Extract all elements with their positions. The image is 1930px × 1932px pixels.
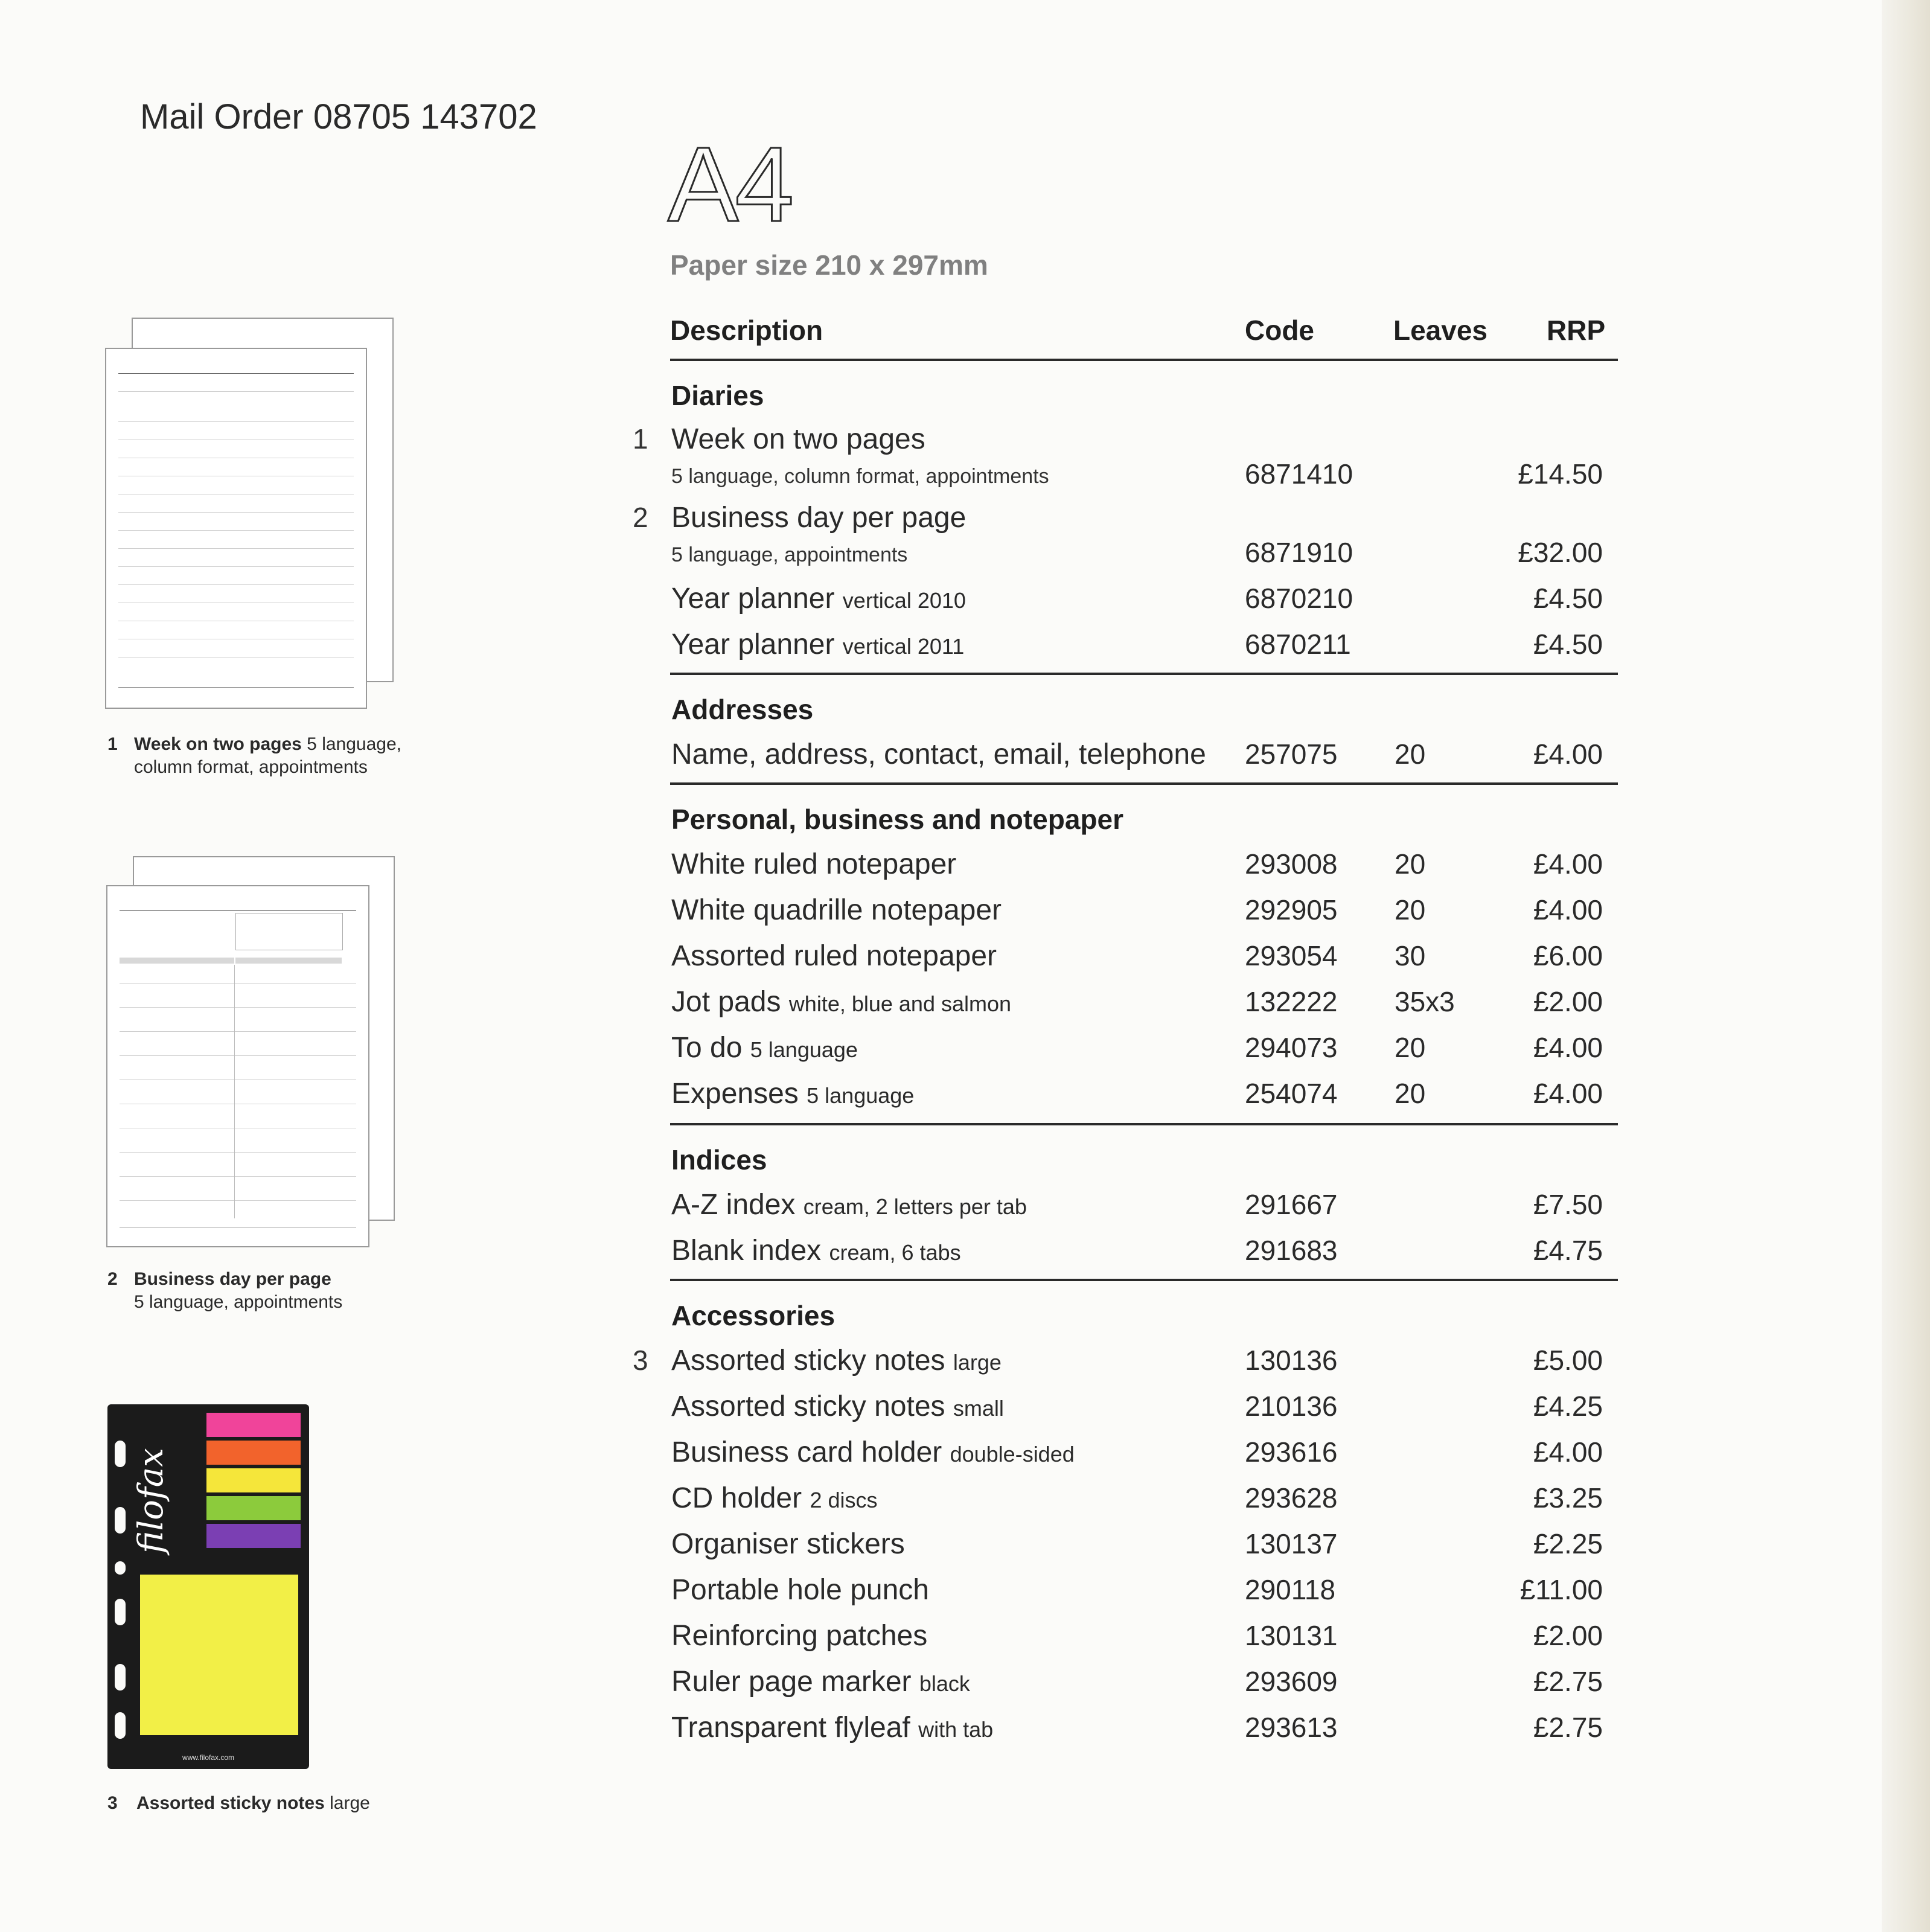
item-leaves: 20 (1395, 1078, 1426, 1109)
item-description (671, 1031, 858, 1064)
item-code: 291683 (1245, 1235, 1338, 1266)
item-detail: vertical 2010 (842, 588, 966, 613)
item-name: Assorted sticky notes (671, 1390, 945, 1422)
sticky-tab-pink (206, 1413, 301, 1437)
caption-detail: large (324, 1793, 370, 1813)
item-description: White ruled notepaper (671, 848, 957, 880)
item-rrp: £4.00 (1533, 1436, 1603, 1468)
item-rrp: £6.00 (1533, 940, 1603, 971)
item-rrp: £4.00 (1533, 848, 1603, 880)
item-rrp: £7.50 (1533, 1189, 1603, 1220)
filofax-logo: filofax (132, 1448, 171, 1554)
item-code: 293609 (1245, 1666, 1338, 1697)
item-detail: 5 language (750, 1037, 858, 1062)
item-detail: 5 language, appointments (671, 543, 908, 566)
item-code: 293008 (1245, 848, 1338, 880)
item-description (671, 1390, 1004, 1423)
item-name: A-Z index (671, 1189, 796, 1221)
section-rule (670, 782, 1618, 785)
item-rrp: £2.75 (1533, 1712, 1603, 1743)
diary-sheet-week-on-two-pages (105, 348, 367, 709)
item-code: 294073 (1245, 1032, 1338, 1063)
item-code: 257075 (1245, 738, 1338, 770)
item-leaves: 20 (1395, 738, 1426, 770)
punch-hole (115, 1664, 126, 1690)
item-code: 293616 (1245, 1436, 1338, 1468)
caption-detail-line2: column format, appointments (134, 757, 368, 777)
sticky-tab-yellow (206, 1468, 301, 1492)
item-detail: cream, 2 letters per tab (803, 1194, 1027, 1219)
item-description: Reinforcing patches (671, 1620, 928, 1652)
header-leaves: Leaves (1393, 315, 1488, 346)
caption-title: Week on two pages (134, 734, 302, 754)
item-number: 1 (633, 423, 648, 455)
item-detail: 5 language, column format, appointments (671, 465, 1049, 488)
item-rrp: £4.50 (1533, 629, 1603, 660)
item-name: CD holder (671, 1482, 802, 1514)
item-name: Expenses (671, 1078, 799, 1110)
item-description: Portable hole punch (671, 1574, 929, 1606)
item-code: 293628 (1245, 1482, 1338, 1514)
caption-number: 1 (107, 734, 118, 754)
item-description (671, 1234, 961, 1267)
item-rrp: £32.00 (1518, 537, 1603, 568)
item-detail: double-sided (950, 1442, 1075, 1467)
item-leaves: 30 (1395, 940, 1426, 971)
caption-sticky-notes (136, 1792, 370, 1815)
item-code: 6871410 (1245, 458, 1353, 490)
item-detail: cream, 6 tabs (829, 1240, 961, 1265)
item-rrp: £4.00 (1533, 738, 1603, 770)
item-rrp: £2.25 (1533, 1528, 1603, 1559)
item-description (671, 628, 964, 661)
item-description: Week on two pages (671, 423, 925, 455)
caption-week-on-two-pages (134, 733, 401, 779)
item-name: Ruler page marker (671, 1666, 912, 1698)
item-description (671, 1482, 877, 1515)
item-code: 293613 (1245, 1712, 1338, 1743)
item-rrp: £2.75 (1533, 1666, 1603, 1697)
item-name: Year planner (671, 629, 835, 661)
item-rrp: £14.50 (1518, 458, 1603, 490)
item-code: 130131 (1245, 1620, 1338, 1651)
sticky-tab-purple (206, 1524, 301, 1548)
item-leaves: 20 (1395, 894, 1426, 926)
item-rrp: £4.00 (1533, 1078, 1603, 1109)
caption-business-day (134, 1268, 342, 1314)
brand-url: www.filofax.com (182, 1753, 235, 1762)
item-description (671, 1077, 914, 1110)
item-description: Assorted ruled notepaper (671, 940, 997, 972)
item-description: White quadrille notepaper (671, 894, 1002, 926)
item-name: Transparent flyleaf (671, 1712, 910, 1744)
table-row (0, 1344, 1930, 1386)
item-rrp: £4.00 (1533, 1032, 1603, 1063)
notes-box (235, 913, 343, 950)
section-addresses: Addresses (671, 694, 814, 725)
item-rrp: £11.00 (1519, 1574, 1603, 1605)
paper-size: Paper size 210 x 297mm (670, 249, 988, 281)
section-accessories: Accessories (671, 1300, 836, 1331)
caption-detail-line2: 5 language, appointments (134, 1292, 343, 1312)
header-rrp: RRP (1547, 315, 1606, 346)
section-rule (670, 1279, 1618, 1281)
item-detail: with tab (918, 1717, 994, 1742)
item-description (671, 985, 1011, 1019)
item-description: Business day per page (671, 502, 967, 534)
caption-number: 3 (107, 1793, 118, 1813)
item-detail: large (953, 1350, 1002, 1375)
item-code: 130137 (1245, 1528, 1338, 1559)
punch-hole (115, 1712, 126, 1739)
item-rrp: £4.00 (1533, 894, 1603, 926)
sticky-note-large (140, 1575, 298, 1735)
item-code: 6870211 (1245, 629, 1351, 660)
item-rrp: £4.50 (1533, 583, 1603, 614)
item-description (671, 1344, 1002, 1377)
item-name: Jot pads (671, 986, 781, 1018)
item-name: Year planner (671, 583, 835, 615)
caption-title: Assorted sticky notes (136, 1793, 325, 1813)
item-detail: vertical 2011 (842, 634, 965, 659)
item-detail: 5 language (807, 1083, 915, 1108)
item-code: 291667 (1245, 1189, 1338, 1220)
sticky-tab-orange (206, 1441, 301, 1465)
item-description (671, 1711, 993, 1744)
item-description: Organiser stickers (671, 1528, 905, 1560)
column-divider (234, 965, 235, 1218)
item-description: Name, address, contact, email, telephone (671, 738, 1206, 770)
item-description (671, 1188, 1027, 1221)
header-code: Code (1245, 315, 1314, 346)
punch-hole (115, 1599, 126, 1625)
page-title: A4 (668, 126, 791, 244)
punch-hole (115, 1561, 126, 1575)
item-detail: 2 discs (810, 1488, 878, 1512)
item-rrp: £3.25 (1533, 1482, 1603, 1514)
item-code: 130136 (1245, 1345, 1338, 1376)
item-code: 254074 (1245, 1078, 1338, 1109)
item-code: 6870210 (1245, 583, 1353, 614)
item-code: 6871910 (1245, 537, 1353, 568)
item-description (671, 582, 966, 615)
item-code: 292905 (1245, 894, 1338, 926)
section-rule (670, 673, 1618, 675)
header-rule (670, 359, 1618, 361)
item-code: 290118 (1245, 1574, 1336, 1605)
item-detail: black (919, 1671, 970, 1696)
section-indices: Indices (671, 1144, 767, 1176)
item-code: 132222 (1245, 986, 1338, 1017)
item-name: Blank index (671, 1235, 822, 1267)
sticky-tab-green (206, 1496, 301, 1520)
sticky-notes-product (107, 1404, 309, 1769)
item-code: 293054 (1245, 940, 1338, 971)
section-rule (670, 1123, 1618, 1125)
punch-hole (115, 1507, 126, 1534)
item-name: Assorted sticky notes (671, 1345, 945, 1377)
item-number: 3 (633, 1345, 648, 1376)
item-rrp: £5.00 (1533, 1345, 1603, 1376)
item-detail: small (953, 1396, 1004, 1421)
item-number: 2 (633, 502, 648, 533)
item-code: 210136 (1245, 1390, 1338, 1422)
caption-number: 2 (107, 1269, 118, 1289)
item-rrp: £2.00 (1533, 986, 1603, 1017)
caption-detail: 5 language, (301, 734, 401, 754)
caption-title: Business day per page (134, 1269, 331, 1289)
item-leaves: 20 (1395, 848, 1426, 880)
item-description (671, 1665, 970, 1698)
item-name: To do (671, 1032, 743, 1064)
header-description: Description (670, 315, 823, 346)
section-diaries: Diaries (671, 380, 764, 411)
diary-sheet-business-day (106, 885, 369, 1247)
punch-hole (115, 1441, 126, 1467)
item-leaves: 35x3 (1395, 986, 1455, 1017)
mail-order-number: Mail Order 08705 143702 (140, 97, 537, 136)
item-rrp: £4.75 (1533, 1235, 1603, 1266)
section-bar (120, 958, 234, 964)
item-name: Business card holder (671, 1436, 942, 1468)
item-detail: white, blue and salmon (788, 991, 1012, 1016)
section-bar (235, 958, 342, 964)
section-notepaper: Personal, business and notepaper (671, 804, 1123, 835)
item-rrp: £2.00 (1533, 1620, 1603, 1651)
item-rrp: £4.25 (1533, 1390, 1603, 1422)
item-leaves: 20 (1395, 1032, 1426, 1063)
item-description (671, 1436, 1075, 1469)
